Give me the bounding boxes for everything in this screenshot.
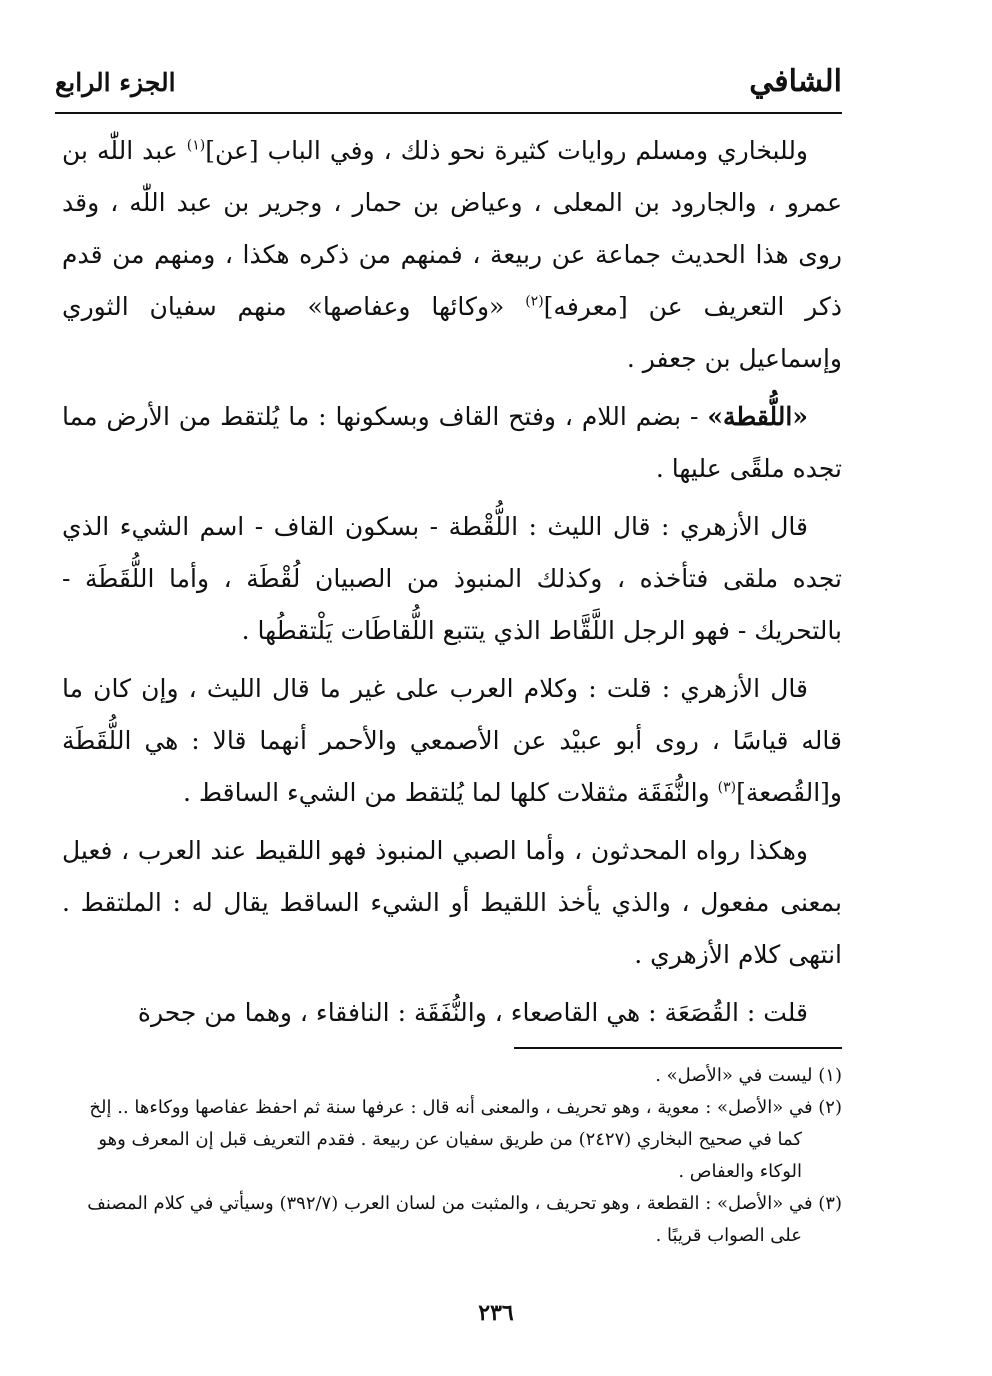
footnote-marker: (١) [186, 137, 206, 154]
paragraph-text: قال الأزهري : قلت : وكلام العرب على غير ما قال الليث ، وإن كان ما قاله قياسًا ، روى أبو عبيْد عن الأصمعي والأحمر أنهما قالا : هي اللُّقَطَة و[القُصعة] [62, 674, 842, 807]
footnotes [62, 1060, 842, 1252]
paragraph [62, 663, 842, 819]
paragraph-text: قال الأزهري : قال الليث : اللُّقْطة - بسكون القاف - اسم الشيء الذي تجده ملقى فتأخذه ، وكذلك المنبوذ من الصبيان لُقْطَة ، وأما اللُّقَطَة - بالتحريك - فهو الرجل اللَّقَّاط الذي يتتبع اللُّقاطَات يَلْتقطُها . [62, 512, 842, 645]
running-header [55, 62, 842, 114]
defined-term: «اللُّقطة» [707, 402, 808, 431]
paragraph-text: وهكذا رواه المحدثون ، وأما الصبي المنبوذ فهو اللقيط عند العرب ، فعيل بمعنى مفعول ، والذي يأخذ اللقيط أو الشيء الساقط يقال له : الملتقط . انتهى كلام الأزهري . [62, 836, 842, 969]
paragraph [62, 825, 842, 981]
footnote [62, 1188, 842, 1252]
footnote-line: (١) ليست في «الأصل» . [655, 1065, 842, 1086]
footnote-marker: (٣) [717, 779, 737, 796]
footnote-line: (٣) في «الأصل» : القطعة ، وهو تحريف ، والمثبت من لسان العرب (٣٩٢/٧) وسيأتي في كلام المصنف [87, 1193, 842, 1214]
paragraph [62, 987, 842, 1039]
volume-label: الجزء الرابع [55, 68, 176, 97]
footnote-marker: (٢) [525, 293, 544, 310]
main-text [62, 125, 842, 1039]
paragraph-text: والنُّفَقَة مثقلات كلها لما يُلتقط من الشيء الساقط . [183, 778, 718, 807]
paragraph [62, 501, 842, 657]
footnote-line: الوكاء والعفاص . [678, 1161, 802, 1182]
footnote-line: على الصواب قريبًا . [655, 1225, 802, 1246]
paragraph-text: وللبخاري ومسلم روايات كثيرة نحو ذلك ، وفي الباب [عن] [205, 136, 809, 165]
footnote-line: (٢) في «الأصل» : معوية ، وهو تحريف ، والمعنى أنه قال : عرفها سنة ثم احفظ عفاصها ووكاءها .. إلخ [89, 1097, 842, 1118]
paragraph [62, 391, 842, 495]
book-title: الشافي [749, 64, 842, 99]
paragraph-text: قلت : القُصَعَة : هي القاصعاء ، والنُّفَقَة : النافقاء ، وهما من جحرة [137, 998, 808, 1027]
paragraph-text: - بضم اللام ، وفتح القاف وبسكونها : ما يُلتقط من الأرض مما تجده ملقًى عليها . [62, 402, 842, 483]
paragraph-text: عبد اللّٰه بن عمرو ، والجارود بن المعلى ، وعياض بن حمار ، وجرير بن عبد اللّٰه ، وقد روى هذا الحديث جماعة عن ربيعة ، فمنهم من ذكره هكذا ، ومنهم من قدم ذكر التعريف عن [معرفه] [62, 136, 842, 321]
footnote [62, 1060, 842, 1092]
paragraph [62, 125, 842, 385]
footnote-divider [514, 1047, 842, 1049]
footnote [62, 1092, 842, 1188]
footnote-line: كما في صحيح البخاري (٢٤٢٧) من طريق سفيان عن ربيعة . فقدم التعريف قبل إن المعرف وهو [98, 1129, 802, 1150]
page-number: ٢٣٦ [478, 1300, 514, 1326]
paragraph-text: «وكائها وعفاصها» منهم سفيان الثوري وإسماعيل بن جعفر . [62, 292, 842, 373]
